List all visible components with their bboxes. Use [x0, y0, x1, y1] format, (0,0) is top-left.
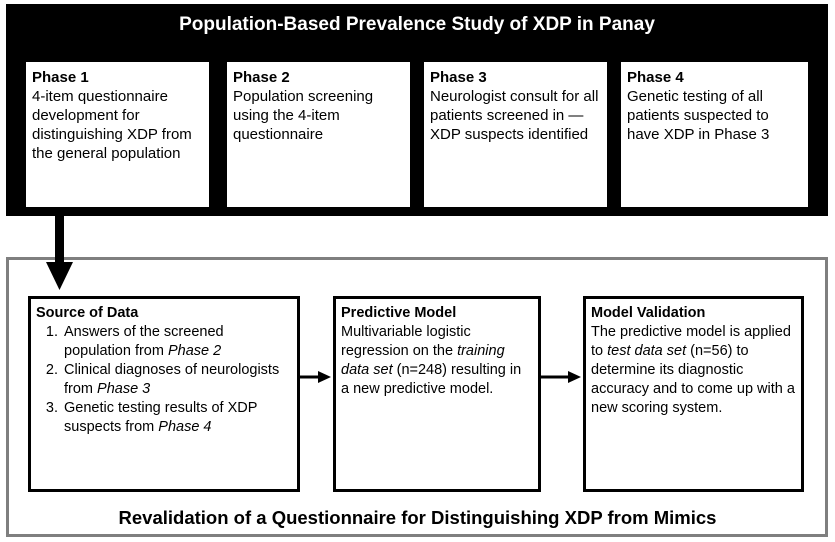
predictive-model-title: Predictive Model [341, 305, 457, 321]
phase-4-text: Genetic testing of all patients suspected to have XDP in Phase 3 [627, 88, 770, 143]
source-item-1: 1. Answers of the screened population from Phase 2 [62, 323, 292, 361]
source-item-3: 3. Genetic testing results of XDP suspects from Phase 4 [62, 399, 292, 437]
phase-4-title: Phase 4 [627, 69, 684, 86]
model-validation-box [583, 296, 804, 492]
predictive-model-text: Multivariable logistic regression on the training data set (n=248) resulting in a new predictive model. [341, 324, 522, 397]
model-validation-title: Model Validation [591, 305, 706, 321]
phase-2-text: Population screening using the 4-item questionnaire [233, 88, 374, 143]
phase-3-text: Neurologist consult for all patients screened in — XDP suspects identified [430, 88, 599, 143]
source-of-data-list [36, 323, 292, 437]
source-of-data-box [28, 296, 300, 492]
prevalence-study-panel [6, 4, 828, 216]
revalidation-title: Revalidation of a Questionnaire for Distinguishing XDP from Mimics [118, 507, 717, 528]
phase-1-title: Phase 1 [32, 69, 89, 86]
model-validation-text: The predictive model is applied to test data set (n=56) to determine its diagnostic accuracy and to come up with a new scoring system. [591, 324, 795, 416]
predictive-model-box [333, 296, 541, 492]
prevalence-study-title: Population-Based Prevalence Study of XDP in Panay [179, 14, 655, 35]
phase-2-title: Phase 2 [233, 69, 290, 86]
source-of-data-title: Source of Data [36, 305, 139, 321]
source-item-2: 2. Clinical diagnoses of neurologists from Phase 3 [62, 361, 292, 399]
phase-1-text: 4-item questionnaire development for distinguishing XDP from the general population [32, 88, 192, 162]
phase-1-box [26, 62, 209, 207]
phase-4-box [621, 62, 808, 207]
phase-3-title: Phase 3 [430, 69, 487, 86]
phase-3-box [424, 62, 607, 207]
phase-2-box [227, 62, 410, 207]
